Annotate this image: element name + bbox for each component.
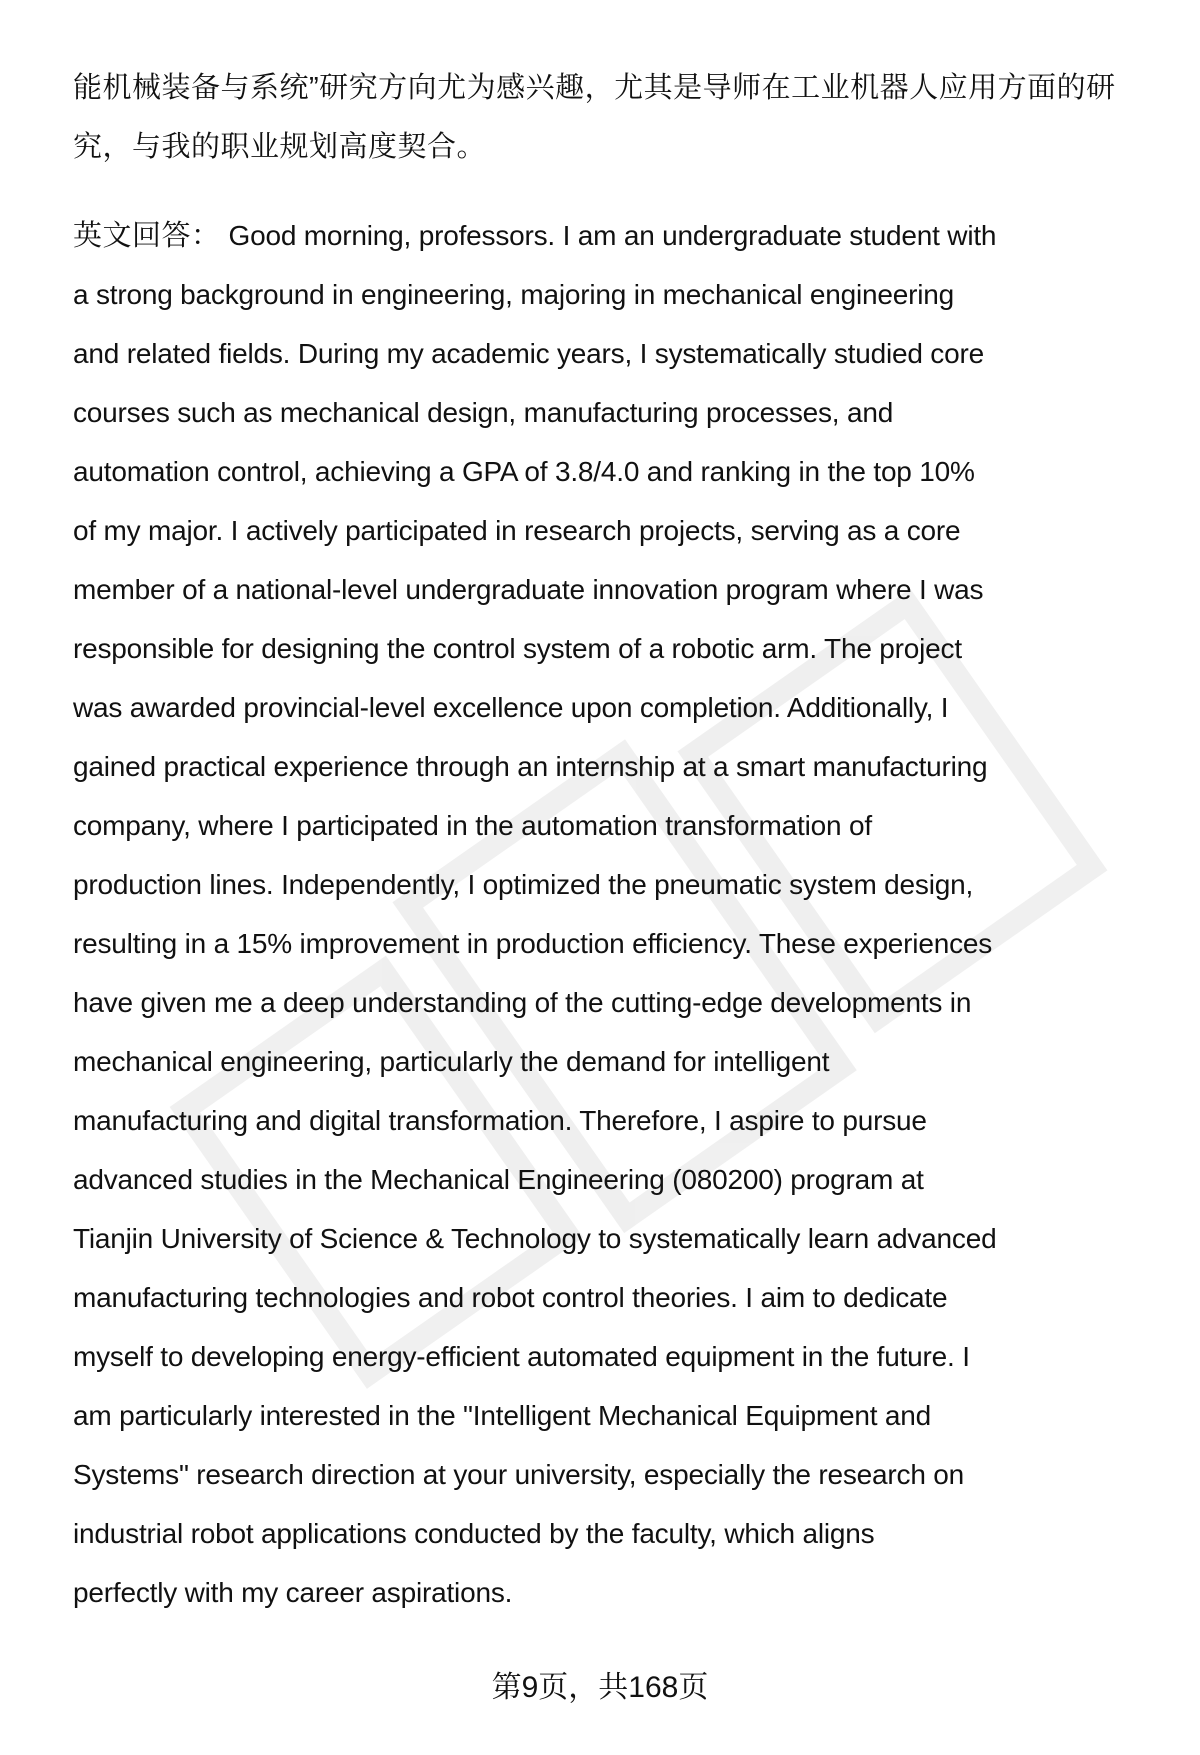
- text-line: industrial robot applications conducted by the faculty, which aligns: [73, 1518, 875, 1549]
- text-line: 究，与我的职业规划高度契合。: [73, 131, 487, 163]
- text-line: [73, 218, 996, 254]
- text-line: mechanical engineering, particularly the demand for intelligent: [73, 1046, 830, 1077]
- text-line: am particularly interested in the "Intelligent Mechanical Equipment and: [73, 1400, 931, 1431]
- text-line: gained practical experience through an internship at a smart manufacturing: [73, 751, 988, 782]
- text-line: Tianjin University of Science & Technology to systematically learn advanced: [73, 1223, 997, 1254]
- text-line: was awarded provincial-level excellence upon completion. Additionally, I: [73, 692, 949, 723]
- text-line: resulting in a 15% improvement in production efficiency. These experiences: [73, 928, 993, 959]
- text-line: myself to developing energy-efficient automated equipment in the future. I: [73, 1341, 970, 1372]
- page-number: 第9页，共168页: [491, 1671, 709, 1704]
- text-line: manufacturing technologies and robot control theories. I aim to dedicate: [73, 1282, 948, 1313]
- text-line: 能机械装备与系统”研究方向尤为感兴趣，尤其是导师在工业机器人应用方面的研: [73, 72, 1116, 104]
- text-line: Systems" research direction at your university, especially the research on: [73, 1459, 965, 1490]
- text-line: courses such as mechanical design, manufacturing processes, and: [73, 397, 894, 428]
- text-span: Good morning, professors. I am an undergraduate student with: [228, 220, 997, 251]
- text-line: manufacturing and digital transformation. Therefore, I aspire to pursue: [73, 1105, 927, 1136]
- text-line: perfectly with my career aspirations.: [73, 1577, 513, 1608]
- text-line: production lines. Independently, I optimized the pneumatic system design,: [73, 869, 974, 900]
- text-line: have given me a deep understanding of the cutting-edge developments in: [73, 987, 972, 1018]
- text-line: member of a national-level undergraduate innovation program where I was: [73, 574, 984, 605]
- text-line: company, where I participated in the automation transformation of: [73, 810, 872, 841]
- text-line: a strong background in engineering, majoring in mechanical engineering: [73, 279, 955, 310]
- text-line: automation control, achieving a GPA of 3.8/4.0 and ranking in the top 10%: [73, 456, 975, 487]
- text-line: responsible for designing the control system of a robotic arm. The project: [73, 633, 962, 664]
- text-line: of my major. I actively participated in research projects, serving as a core: [73, 515, 961, 546]
- text-line: and related fields. During my academic years, I systematically studied core: [73, 338, 984, 369]
- english-answer-label: 英文回答：: [73, 220, 221, 252]
- text-line: advanced studies in the Mechanical Engineering (080200) program at: [73, 1164, 924, 1195]
